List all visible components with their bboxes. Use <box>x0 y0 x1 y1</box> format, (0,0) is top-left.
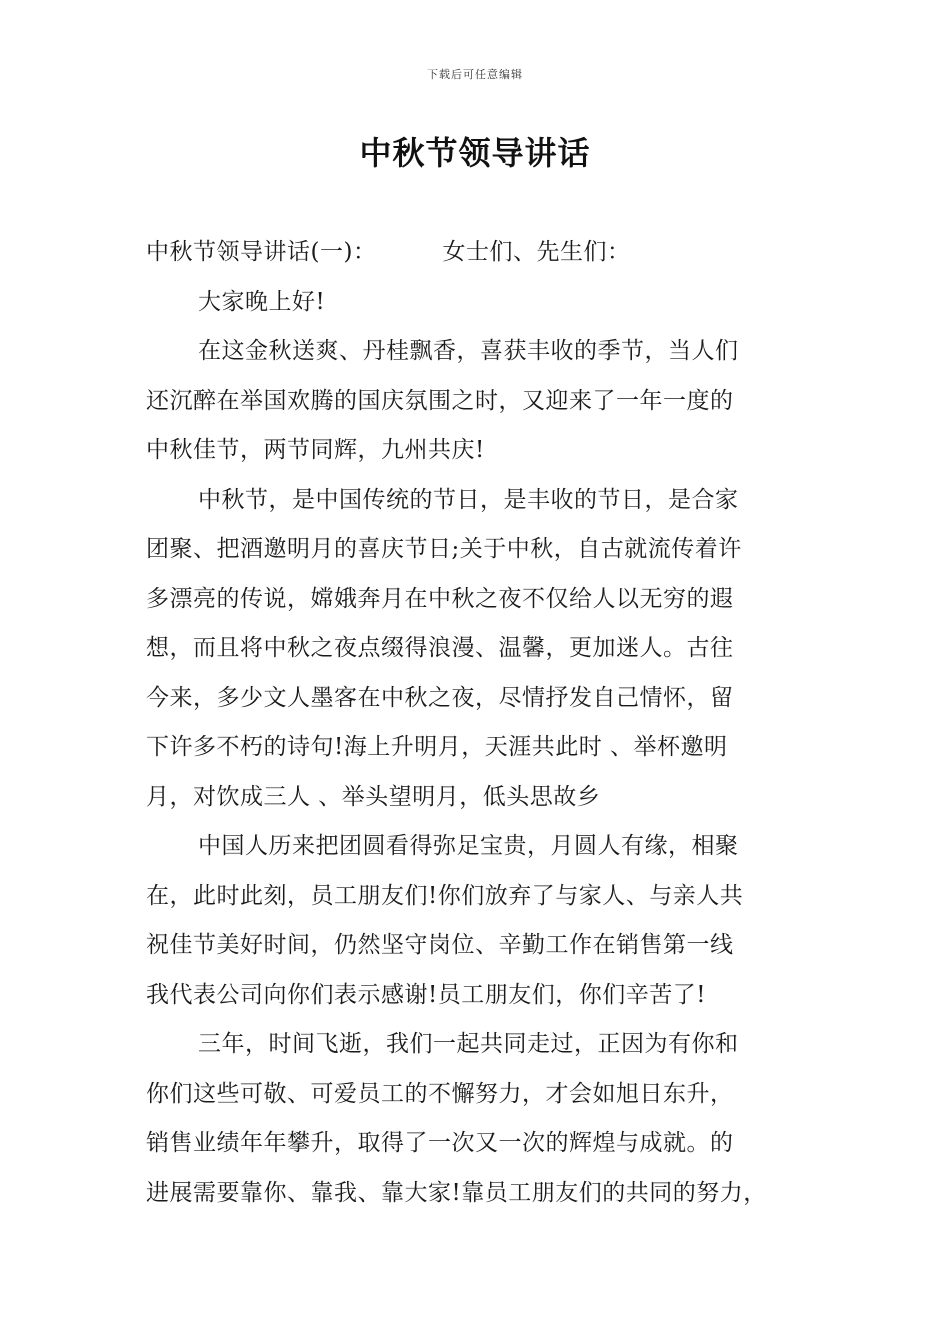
salutation: 女士们、先生们： <box>442 239 631 265</box>
text-line: 三年，时间飞逝，我们一起共同走过，正因为有你和 <box>198 1031 739 1057</box>
text-line: 下许多不朽的诗句!海上升明月，天涯共此时 、举杯邀明 <box>146 734 728 760</box>
text-line: 想，而且将中秋之夜点缀得浪漫、温馨，更加迷人。古往 <box>146 635 734 661</box>
text-line: 中国人历来把团圆看得弥足宝贵，月圆人有缘，相聚 <box>198 833 739 859</box>
text-line: 在，此时此刻，员工朋友们!你们放弃了与家人、与亲人共 <box>146 882 744 909</box>
text-line: 还沉醉在举国欢腾的国庆氛围之时，又迎来了一年一度的 <box>146 387 734 414</box>
intro-heading: 中秋节领导讲话(一)： <box>146 239 377 265</box>
intro-line <box>146 228 814 278</box>
text-line: 中秋节，是中国传统的节日，是丰收的节日，是合家 <box>198 486 739 513</box>
text-line: 团聚、把酒邀明月的喜庆节日;关于中秋，自古就流传着许 <box>146 536 742 562</box>
text-line: 你们这些可敬、可爱员工的不懈努力，才会如旭日东升， <box>146 1080 734 1107</box>
document-title: 中秋节领导讲话 <box>359 134 591 172</box>
document-body <box>146 228 814 1218</box>
text-line: 月，对饮成三人 、举头望明月，低头思故乡 <box>146 783 601 810</box>
header-note: 下载后可任意编辑 <box>427 68 523 81</box>
text-line: 大家晚上好! <box>198 288 326 315</box>
paragraph-lines <box>146 278 814 1219</box>
text-line: 销售业绩年年攀升，取得了一次又一次的辉煌与成就。的 <box>146 1130 734 1156</box>
text-line: 进展需要靠你、靠我、靠大家!靠员工朋友们的共同的努力， <box>146 1179 767 1206</box>
text-line: 多漂亮的传说，嫦娥奔月在中秋之夜不仅给人以无穷的遐 <box>146 585 734 612</box>
text-line: 中秋佳节，两节同辉，九州共庆! <box>146 437 485 463</box>
text-line: 在这金秋送爽、丹桂飘香，喜获丰收的季节，当人们 <box>198 338 739 364</box>
text-line: 我代表公司向你们表示感谢!员工朋友们，你们辛苦了! <box>146 981 706 1008</box>
text-line: 今来，多少文人墨客在中秋之夜，尽情抒发自己情怀，留 <box>146 684 734 711</box>
text-line: 祝佳节美好时间，仍然坚守岗位、辛勤工作在销售第一线 <box>146 932 734 958</box>
